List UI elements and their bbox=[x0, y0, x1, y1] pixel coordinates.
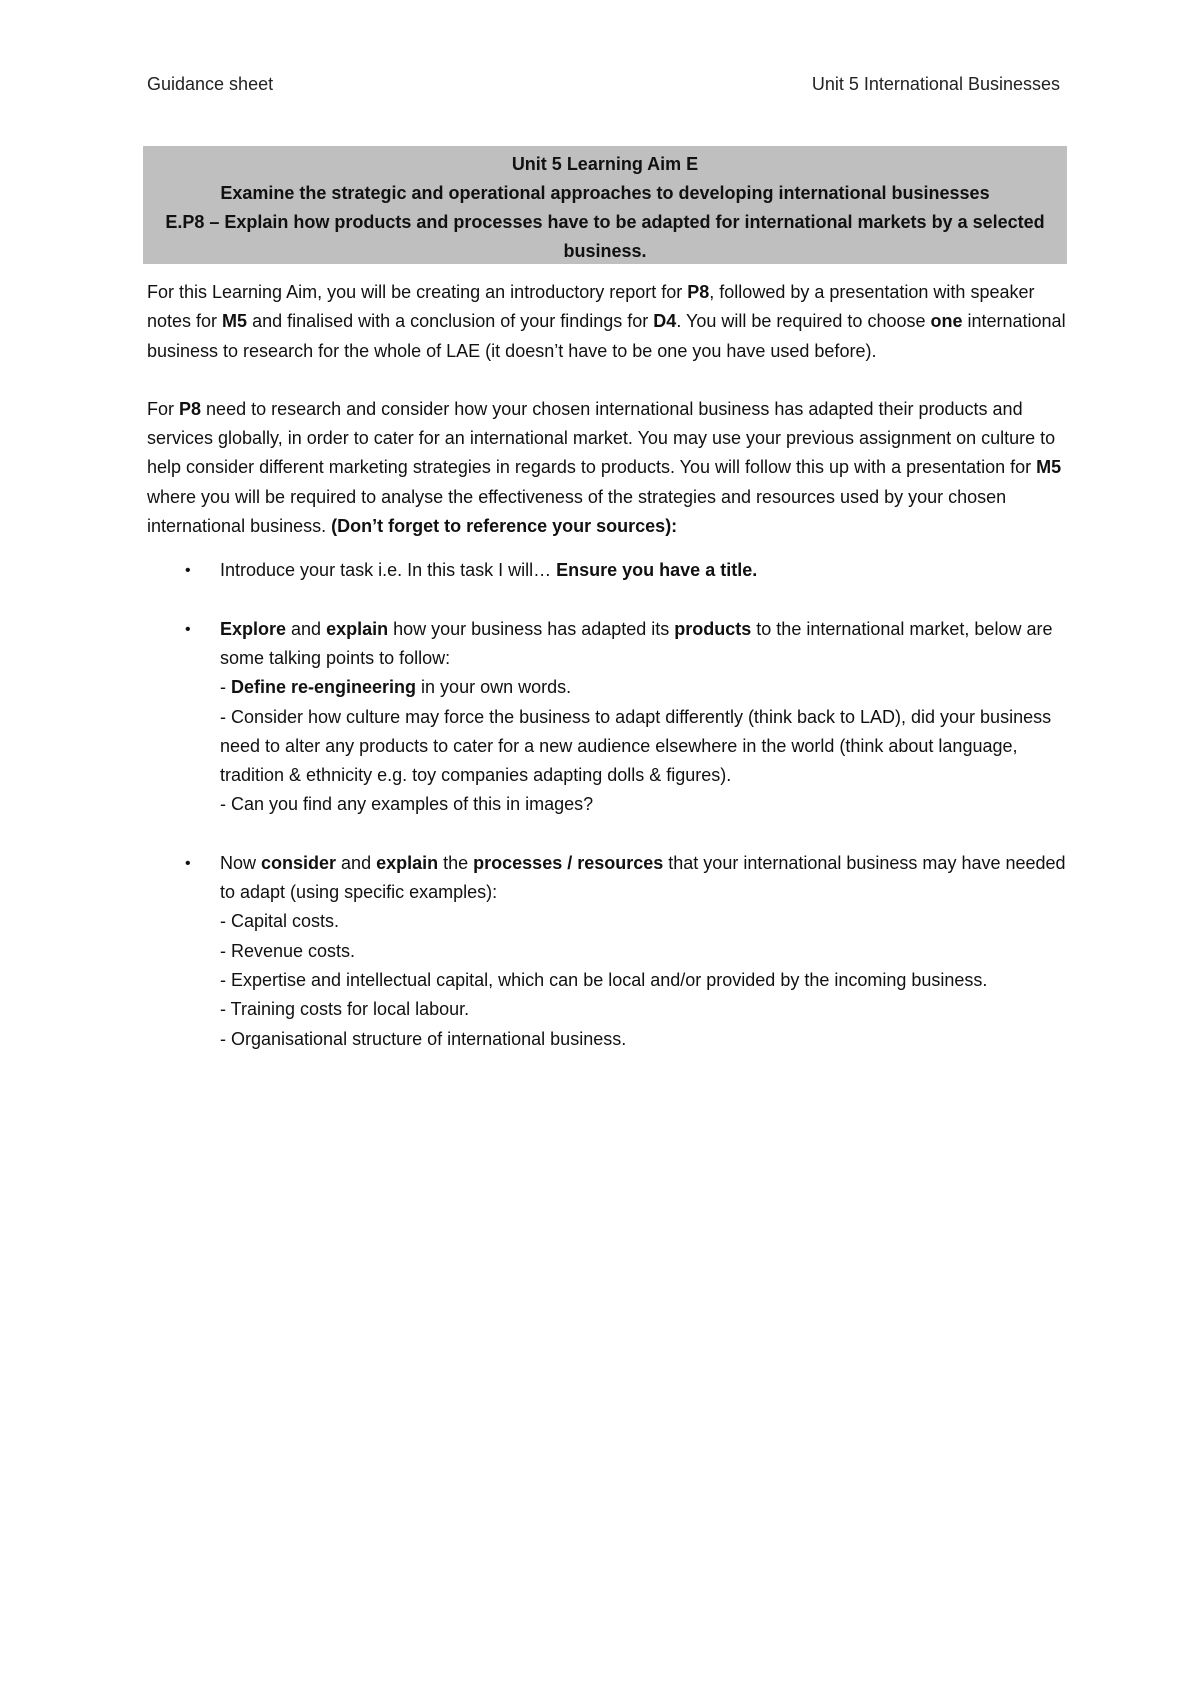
text-run: in your own words. bbox=[416, 677, 572, 698]
title-line-3: E.P8 – Explain how products and processes have to be adapted for international markets by a selected business. bbox=[165, 212, 1045, 261]
bold-run: one bbox=[930, 311, 963, 332]
sub-point: - Capital costs. bbox=[220, 911, 340, 932]
p8-paragraph bbox=[147, 395, 1067, 541]
sub-point: - Organisational structure of international business. bbox=[220, 1028, 627, 1049]
learning-aim-title-box bbox=[143, 146, 1067, 264]
sub-point: - Expertise and intellectual capital, which can be local and/or provided by the incoming business. bbox=[220, 969, 988, 990]
bullet-icon: • bbox=[185, 854, 191, 872]
task-list bbox=[147, 556, 1067, 1053]
text-run: need to research and consider how your chosen international business has adapted their products and services globally, in order to cater for an international market. You may use your previous assignment on culture to help consider different marketing strategies in regards to products. You will follow this up with a presentation for bbox=[147, 398, 1056, 478]
bold-run: processes / resources bbox=[473, 852, 664, 873]
sub-point: - Can you find any examples of this in images? bbox=[220, 794, 594, 815]
intro-paragraph bbox=[147, 278, 1067, 366]
bold-run: consider bbox=[261, 852, 337, 873]
bold-run: D4 bbox=[653, 311, 677, 332]
text-run: and bbox=[336, 852, 377, 873]
bold-run: M5 bbox=[1036, 457, 1062, 478]
title-line-1: Unit 5 Learning Aim E bbox=[511, 154, 699, 174]
text-run: how your business has adapted its bbox=[388, 618, 675, 639]
bold-run: (Don’t forget to reference your sources): bbox=[331, 516, 678, 537]
header-left: Guidance sheet bbox=[147, 74, 274, 94]
text-run: For this Learning Aim, you will be creating an introductory report for bbox=[147, 282, 688, 302]
text-run: international business to research for the whole of LAE (it doesn’t have to be one you have used before). bbox=[147, 311, 1066, 361]
sub-point: - Consider how culture may force the business to adapt differently (think back to LAD), did your business need to alter any products to cater for a new audience elsewhere in the world (think about language, tradition & ethnicity e.g. toy companies adapting dolls & figures). bbox=[220, 706, 1052, 786]
text-run: where you will be required to analyse the effectiveness of the strategies and resources used by your chosen international business. bbox=[147, 486, 1007, 537]
header-right: Unit 5 International Businesses bbox=[811, 74, 1060, 94]
bold-run: P8 bbox=[687, 282, 710, 302]
document-body bbox=[147, 278, 1067, 1083]
list-item bbox=[147, 556, 1067, 585]
text-run: , followed by a presentation with speaker notes for bbox=[147, 282, 1035, 332]
bold-run: explain bbox=[376, 852, 439, 873]
bullet-icon: • bbox=[185, 620, 191, 638]
title-line-2: Examine the strategic and operational approaches to developing international businesses bbox=[220, 183, 990, 203]
bold-run: explain bbox=[326, 618, 389, 639]
bold-run: Explore bbox=[220, 618, 287, 639]
text-run: . You will be required to choose bbox=[676, 311, 931, 332]
bold-run: products bbox=[674, 618, 752, 639]
bold-run: Ensure you have a title. bbox=[556, 560, 758, 581]
bold-run: P8 bbox=[179, 398, 202, 419]
text-run: that your international business may have needed to adapt (using specific examples): bbox=[220, 852, 1066, 903]
bold-run: Define re-engineering bbox=[231, 677, 417, 698]
text-run: For bbox=[147, 398, 180, 419]
text-run: and finalised with a conclusion of your findings for bbox=[247, 311, 654, 332]
sub-point bbox=[220, 673, 1067, 702]
text-run: and bbox=[286, 618, 327, 639]
text-run: - bbox=[220, 677, 231, 698]
sub-point: - Training costs for local labour. bbox=[220, 999, 470, 1020]
page-header bbox=[147, 74, 1060, 95]
list-item bbox=[147, 849, 1067, 1054]
text-run: Now bbox=[220, 852, 262, 873]
text-run: the bbox=[438, 852, 474, 873]
bullet-icon: • bbox=[185, 562, 191, 580]
bold-run: M5 bbox=[222, 311, 248, 332]
list-item bbox=[147, 615, 1067, 820]
sub-point: - Revenue costs. bbox=[220, 940, 356, 961]
text-run: to the international market, below are some talking points to follow: bbox=[220, 618, 1053, 668]
text-run: Introduce your task i.e. In this task I will… bbox=[220, 560, 557, 581]
